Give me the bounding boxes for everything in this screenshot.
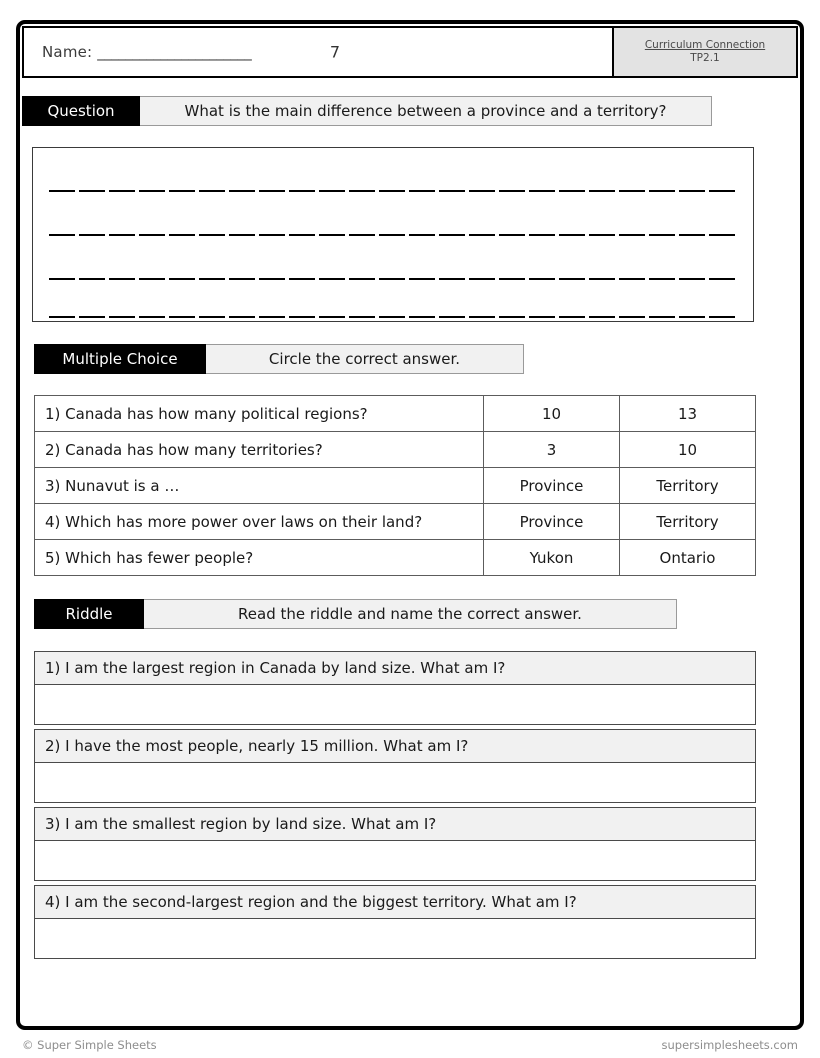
question-prompt: What is the main difference between a province and a territory? <box>140 96 712 126</box>
list-item <box>35 730 756 763</box>
list-item <box>35 919 756 959</box>
curriculum-connection-code: TP2.1 <box>690 52 720 64</box>
name-label: Name: <box>42 43 93 61</box>
riddle-table <box>34 651 756 959</box>
riddle-section-tag: Riddle <box>34 599 144 629</box>
worksheet-header <box>22 26 798 78</box>
mc-option-b[interactable]: Territory <box>620 468 756 504</box>
multiple-choice-table <box>34 395 756 576</box>
multiple-choice-table-wrap <box>34 395 756 576</box>
mc-option-b[interactable]: 10 <box>620 432 756 468</box>
riddle-instruction: Read the riddle and name the correct answer. <box>144 599 677 629</box>
mc-option-b[interactable]: 13 <box>620 396 756 432</box>
mc-question-cell: 1) Canada has how many political regions? <box>35 396 484 432</box>
list-item <box>35 652 756 685</box>
name-write-rule[interactable]: ______________________ <box>97 43 252 61</box>
table-row <box>35 468 756 504</box>
mc-option-a[interactable]: 3 <box>484 432 620 468</box>
riddle-answer-field[interactable] <box>35 919 756 959</box>
worksheet-body <box>22 26 798 1024</box>
question-section-bar <box>22 96 798 126</box>
footer-website: supersimplesheets.com <box>661 1038 798 1052</box>
mc-option-a[interactable]: Province <box>484 468 620 504</box>
mc-option-b[interactable]: Ontario <box>620 540 756 576</box>
riddle-answer-field[interactable] <box>35 841 756 881</box>
list-item <box>35 808 756 841</box>
footer-copyright: © Super Simple Sheets <box>22 1038 157 1052</box>
answer-write-line[interactable] <box>49 190 737 192</box>
mc-question-cell: 2) Canada has how many territories? <box>35 432 484 468</box>
riddle-prompt: 4) I am the second-largest region and the biggest territory. What am I? <box>35 886 756 919</box>
multiple-choice-section-bar <box>34 344 798 374</box>
curriculum-connection-box <box>612 28 796 76</box>
mc-question-cell: 3) Nunavut is a … <box>35 468 484 504</box>
riddle-prompt: 2) I have the most people, nearly 15 million. What am I? <box>35 730 756 763</box>
multiple-choice-instruction: Circle the correct answer. <box>206 344 524 374</box>
list-item <box>35 841 756 881</box>
list-item <box>35 886 756 919</box>
answer-write-line[interactable] <box>49 278 737 280</box>
answer-write-line[interactable] <box>49 316 737 318</box>
riddle-table-wrap <box>34 651 756 959</box>
multiple-choice-section-tag: Multiple Choice <box>34 344 206 374</box>
riddle-section-bar <box>34 599 798 629</box>
mc-question-cell: 5) Which has fewer people? <box>35 540 484 576</box>
mc-option-a[interactable]: 10 <box>484 396 620 432</box>
page-footer <box>0 1035 820 1058</box>
mc-option-a[interactable]: Province <box>484 504 620 540</box>
curriculum-connection-title: Curriculum Connection <box>644 38 766 51</box>
table-row <box>35 396 756 432</box>
mc-option-b[interactable]: Territory <box>620 504 756 540</box>
list-item <box>35 763 756 803</box>
riddle-prompt: 1) I am the largest region in Canada by land size. What am I? <box>35 652 756 685</box>
mc-option-a[interactable]: Yukon <box>484 540 620 576</box>
list-item <box>35 685 756 725</box>
riddle-prompt: 3) I am the smallest region by land size. What am I? <box>35 808 756 841</box>
question-section-tag: Question <box>22 96 140 126</box>
table-row <box>35 540 756 576</box>
table-row <box>35 432 756 468</box>
mc-question-cell: 4) Which has more power over laws on their land? <box>35 504 484 540</box>
page-number: 7 <box>329 42 341 62</box>
answer-write-line[interactable] <box>49 234 737 236</box>
written-answer-box[interactable] <box>32 147 754 322</box>
table-row <box>35 504 756 540</box>
riddle-answer-field[interactable] <box>35 685 756 725</box>
riddle-answer-field[interactable] <box>35 763 756 803</box>
